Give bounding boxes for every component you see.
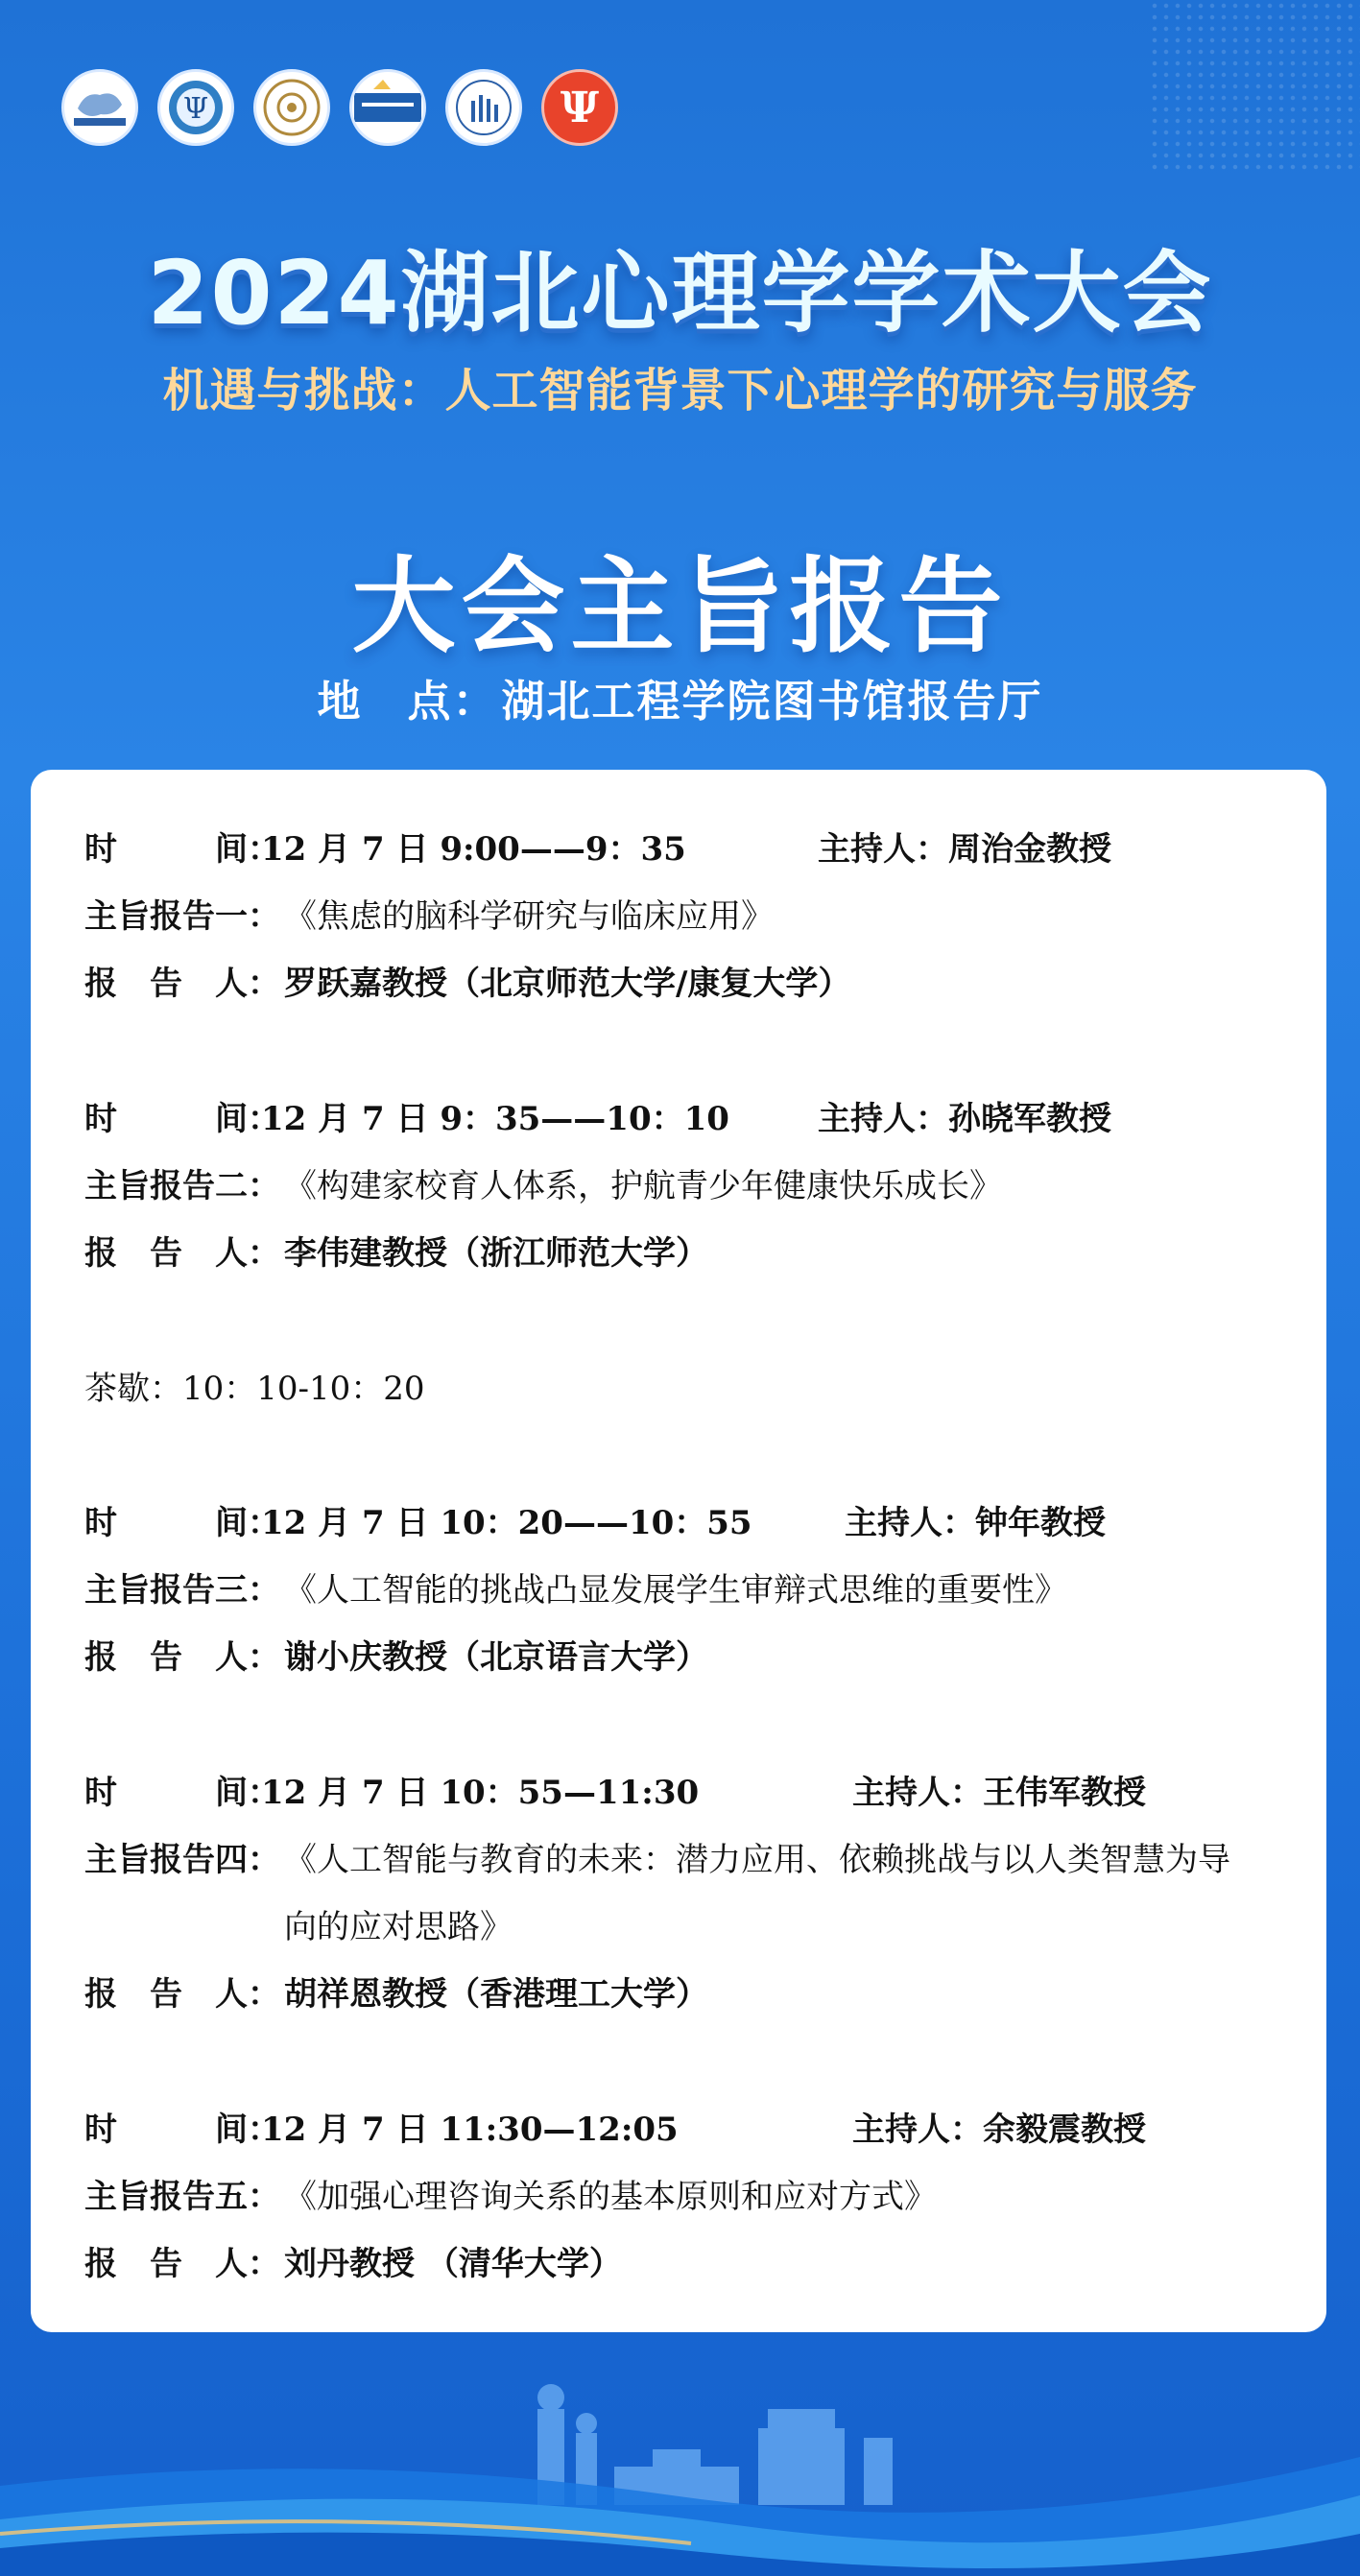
- location-label: 地 点：: [317, 676, 498, 727]
- session-5-speaker-row: [84, 2243, 622, 2285]
- decorative-dots: [1149, 0, 1360, 173]
- talk-title: 《构建家校育人体系，护航青少年健康快乐成长》: [284, 1167, 1002, 1205]
- session-3-speaker-row: [84, 1636, 708, 1679]
- session-4-time-row: [84, 1772, 1146, 1814]
- time-label: 时 间：: [84, 2111, 280, 2149]
- talk-label: 主旨报告三：: [84, 1571, 280, 1610]
- host-name: 孙晓军教授: [948, 1100, 1111, 1138]
- host-name: 余毅震教授: [983, 2111, 1146, 2149]
- time-label: 时 间：: [84, 830, 280, 869]
- section-title: 大会主旨报告: [351, 547, 1009, 667]
- conference-title: 2024湖北心理学学术大会: [147, 242, 1213, 345]
- logo-psi-2024: [541, 69, 618, 146]
- session-4-talk-row: [84, 1839, 1230, 1881]
- session-4-talk-continuation: [284, 1906, 513, 1948]
- talk-title-continuation: 向的应对思路》: [284, 1908, 513, 1946]
- speaker-label: 报 告 人：: [84, 965, 280, 1003]
- time-label: 时 间：: [84, 1504, 280, 1542]
- session-1-time-row: [84, 828, 1111, 871]
- tea-break: 茶歇：10：10-10：20: [84, 1370, 425, 1408]
- session-host: [818, 828, 1111, 871]
- location: [0, 666, 1360, 728]
- conference-subtitle: 机遇与挑战：人工智能背景下心理学的研究与服务: [162, 364, 1198, 417]
- session-time: 12 月 7 日 9:00——9：35: [261, 830, 686, 869]
- session-host: [818, 1098, 1111, 1140]
- session-host: [852, 2109, 1146, 2151]
- host-label: 主持人：: [818, 830, 948, 869]
- speaker-name: 李伟建教授（浙江师范大学）: [284, 1234, 708, 1273]
- logo-social-psych-society: [157, 69, 234, 146]
- talk-label: 主旨报告一：: [84, 897, 280, 936]
- time-label: 时 间：: [84, 1774, 280, 1812]
- speaker-label: 报 告 人：: [84, 1975, 280, 2014]
- speaker-name: 谢小庆教授（北京语言大学）: [284, 1638, 708, 1677]
- logo-hubei-psych-society: [61, 69, 138, 146]
- host-label: 主持人：: [845, 1504, 975, 1542]
- session-3-time-row: [84, 1502, 1106, 1544]
- host-name: 钟年教授: [975, 1504, 1106, 1542]
- speaker-name: 罗跃嘉教授（北京师范大学/康复大学）: [284, 965, 851, 1003]
- campus-skyline-decoration: [0, 2342, 1360, 2576]
- speaker-label: 报 告 人：: [84, 1638, 280, 1677]
- host-name: 周治金教授: [948, 830, 1111, 869]
- session-host: [852, 1772, 1146, 1814]
- talk-label: 主旨报告四：: [84, 1841, 280, 1879]
- session-3-talk-row: [84, 1569, 1067, 1611]
- speaker-label: 报 告 人：: [84, 2245, 280, 2283]
- svg-text:Ψ: Ψ: [560, 83, 600, 132]
- talk-title: 《加强心理咨询关系的基本原则和应对方式》: [284, 2178, 937, 2216]
- speaker-name: 刘丹教授 （清华大学）: [284, 2245, 622, 2283]
- session-4-speaker-row: [84, 1973, 708, 2015]
- logo-wuhan-psych-society: [349, 69, 426, 146]
- talk-label: 主旨报告二：: [84, 1167, 280, 1205]
- session-1-talk-row: [84, 895, 774, 938]
- session-5-time-row: [84, 2109, 1146, 2151]
- session-host: [845, 1502, 1106, 1544]
- session-time: 12 月 7 日 10：55—11:30: [261, 1774, 700, 1812]
- session-1-speaker-row: [84, 963, 850, 1005]
- session-time: 12 月 7 日 11:30—12:05: [261, 2111, 679, 2149]
- organizer-logos: [61, 69, 618, 146]
- logo-university: [445, 69, 522, 146]
- location-value: 湖北工程学院图书馆报告厅: [501, 676, 1043, 727]
- logo-psych-society-seal: [253, 69, 330, 146]
- schedule-card: [31, 770, 1326, 2332]
- svg-text:Ψ: Ψ: [182, 92, 209, 126]
- host-label: 主持人：: [818, 1100, 948, 1138]
- talk-title: 《焦虑的脑科学研究与临床应用》: [284, 897, 774, 936]
- session-time: 12 月 7 日 10：20——10：55: [261, 1504, 752, 1542]
- session-2-time-row: [84, 1098, 1111, 1140]
- session-5-talk-row: [84, 2176, 937, 2218]
- speaker-name: 胡祥恩教授（香港理工大学）: [284, 1975, 708, 2014]
- speaker-label: 报 告 人：: [84, 1234, 280, 1273]
- host-name: 王伟军教授: [983, 1774, 1146, 1812]
- talk-title: 《人工智能与教育的未来：潜力应用、依赖挑战与以人类智慧为导: [284, 1841, 1230, 1879]
- talk-label: 主旨报告五：: [84, 2178, 280, 2216]
- host-label: 主持人：: [852, 2111, 983, 2149]
- time-label: 时 间：: [84, 1100, 280, 1138]
- session-2-speaker-row: [84, 1232, 708, 1275]
- talk-title: 《人工智能的挑战凸显发展学生审辩式思维的重要性》: [284, 1571, 1067, 1610]
- host-label: 主持人：: [852, 1774, 983, 1812]
- session-2-talk-row: [84, 1165, 1002, 1207]
- session-time: 12 月 7 日 9：35——10：10: [261, 1100, 729, 1138]
